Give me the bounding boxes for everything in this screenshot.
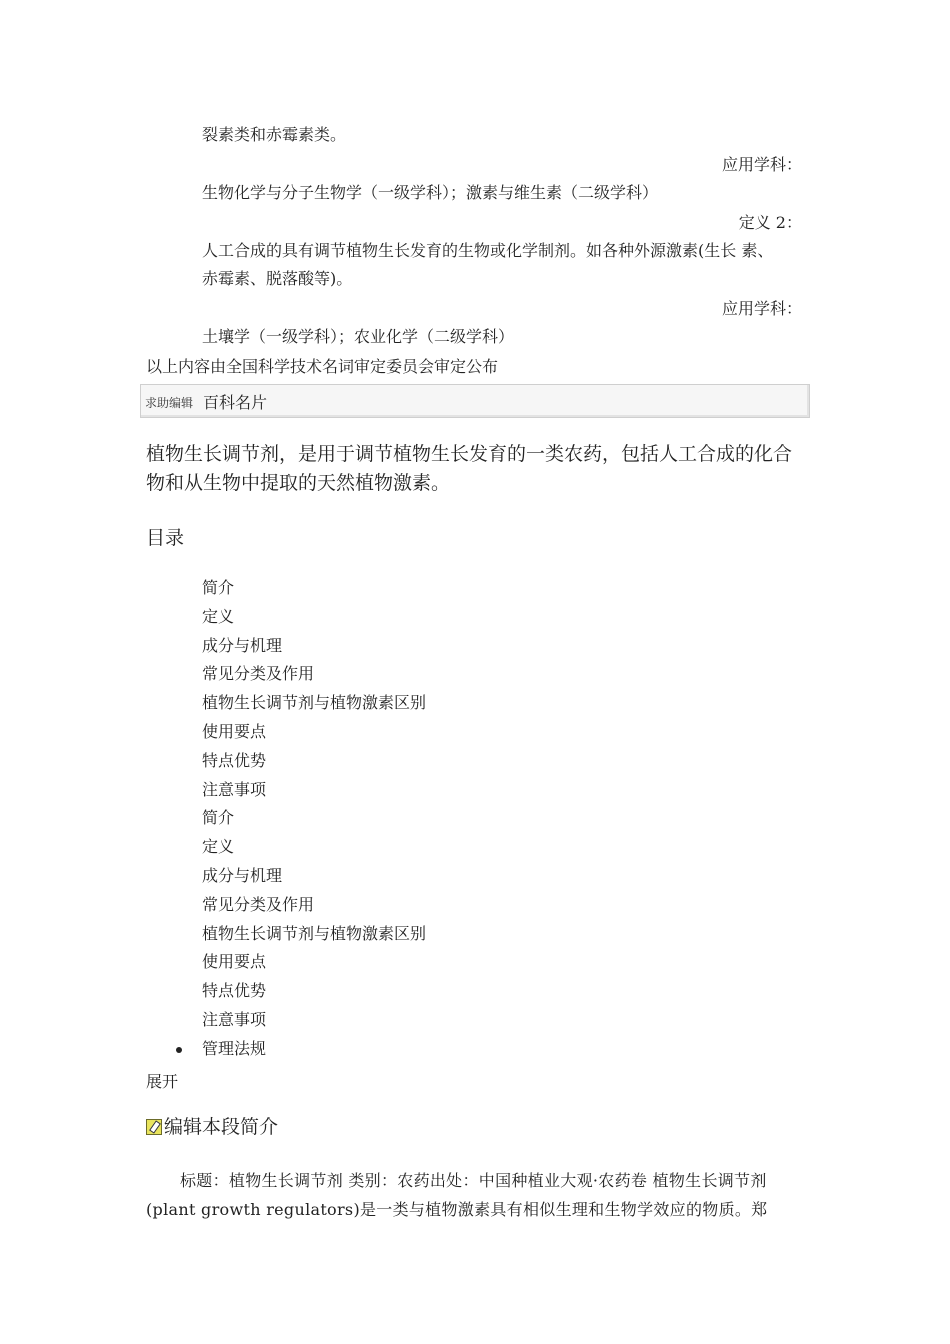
discipline-text: 土壤学（一级学科）；农业化学（二级学科）	[202, 327, 515, 346]
section-paragraph: 标题：植物生长调节剂 类别：农药出处：中国种植业大观·农药卷 植物生长调节剂(plant growth regulators)是一类与植物激素具有相似生理和生物学效应的物质。郑	[146, 1171, 768, 1219]
toc-item[interactable]: 特点优势	[202, 981, 267, 1001]
toc-item[interactable]: 成分与机理	[202, 635, 283, 655]
definition-text-line: 赤霉素、脱落酸等)。	[202, 269, 353, 288]
section-heading	[146, 1112, 278, 1139]
definition-label: 定义 2：	[738, 213, 802, 232]
card-title: 百科名片	[203, 393, 268, 412]
toc-item[interactable]: 注意事项	[202, 1009, 267, 1029]
toc-item[interactable]: 植物生长调节剂与植物激素区别	[202, 923, 427, 943]
toc-item[interactable]: 植物生长调节剂与植物激素区别	[202, 693, 427, 713]
toc-item[interactable]: 简介	[202, 808, 235, 828]
toc-item[interactable]: 定义	[202, 606, 235, 626]
table-of-contents	[202, 577, 426, 1067]
toc-item[interactable]: 常见分类及作用	[202, 664, 315, 684]
applied-discipline-label: 应用学科：	[721, 299, 802, 318]
toc-item[interactable]: 管理法规	[202, 1038, 426, 1067]
discipline-text: 生物化学与分子生物学（一级学科）；激素与维生素（二级学科）	[202, 183, 659, 202]
text-line: 裂素类和赤霉素类。	[202, 125, 347, 144]
toc-item[interactable]: 定义	[202, 837, 235, 857]
section-heading-text[interactable]: 编辑本段简介	[164, 1116, 279, 1138]
toc-item[interactable]: 常见分类及作用	[202, 894, 315, 914]
toc-item[interactable]: 特点优势	[202, 750, 267, 770]
toc-item[interactable]: 成分与机理	[202, 865, 283, 885]
toc-item[interactable]: 使用要点	[202, 721, 267, 741]
toc-item[interactable]: 简介	[202, 578, 235, 597]
toc-title: 目录	[146, 527, 185, 549]
baike-card-bar	[140, 384, 810, 418]
toc-item[interactable]: 注意事项	[202, 779, 267, 799]
help-edit-link[interactable]: 求助编辑	[145, 396, 194, 410]
expand-toc-link[interactable]: 展开	[146, 1072, 179, 1091]
applied-discipline-label: 应用学科：	[721, 155, 802, 174]
toc-item[interactable]: 使用要点	[202, 952, 267, 972]
summary-paragraph: 植物生长调节剂，是用于调节植物生长发育的一类农药，包括人工合成的化合物和从生物中提取的天然植物激素。	[146, 443, 793, 494]
definition-text-line: 人工合成的具有调节植物生长发育的生物或化学制剂。如各种外源激素(生长 素、	[202, 241, 774, 260]
edit-icon[interactable]	[146, 1119, 162, 1135]
approval-note: 以上内容由全国科学技术名词审定委员会审定公布	[146, 357, 499, 376]
